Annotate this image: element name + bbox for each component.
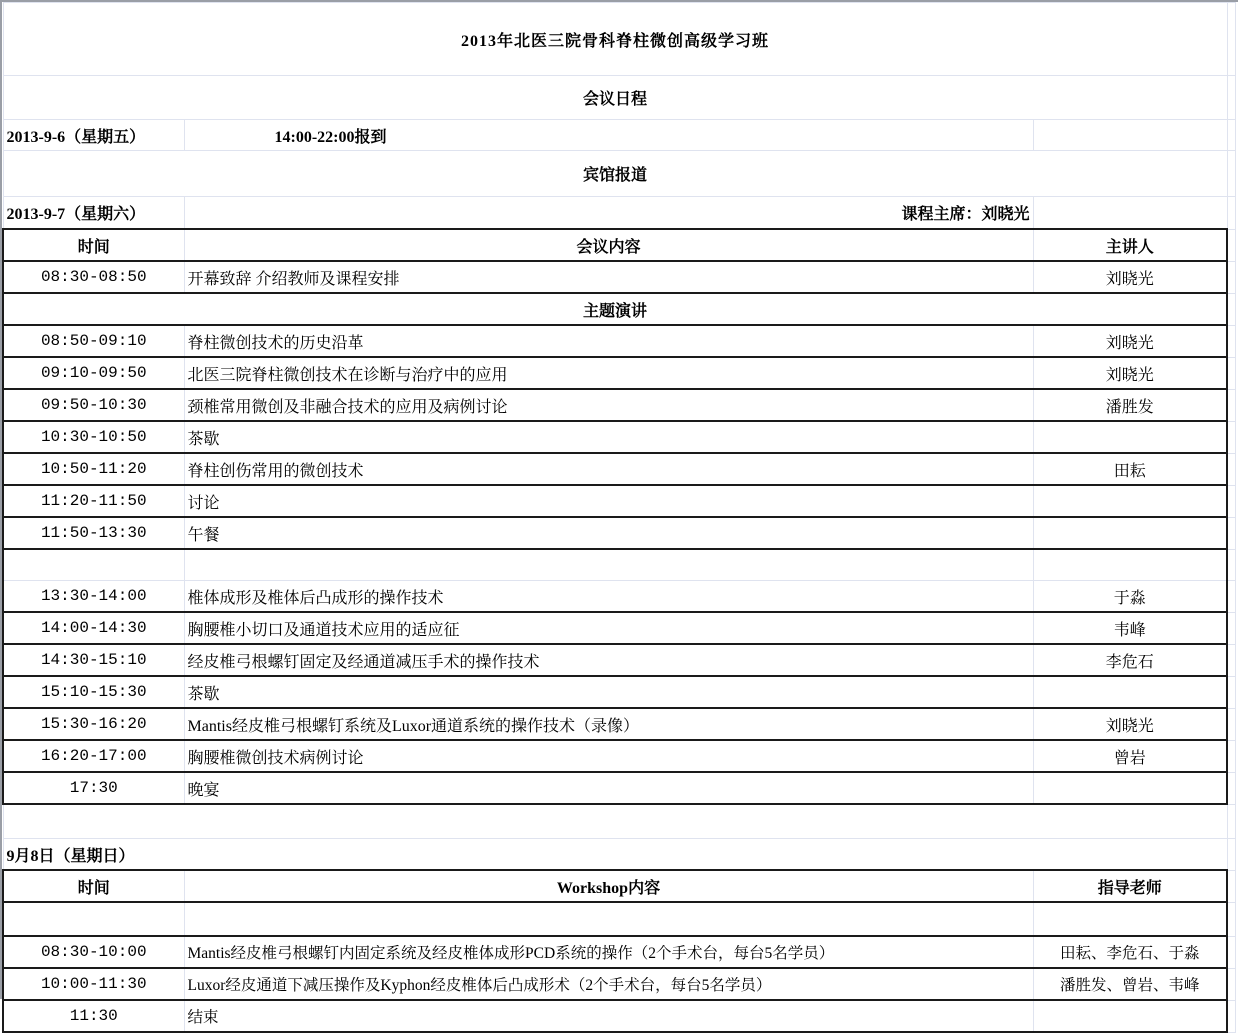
table-row (3, 485, 1235, 517)
row-time: 11:50-13:30 (3, 517, 184, 549)
table-row (3, 389, 1235, 421)
row-time: 13:30-14:00 (3, 581, 184, 613)
row-time: 10:50-11:20 (3, 453, 184, 485)
row-speaker: 李危石 (1033, 644, 1227, 676)
row-time: 08:30-08:50 (3, 261, 184, 293)
row-content (184, 902, 1033, 936)
table-row (3, 644, 1235, 676)
page-title: 2013年北医三院骨科脊柱微创高级学习班 (3, 3, 1227, 76)
table-row (3, 421, 1235, 453)
row-tail (1227, 740, 1235, 772)
row-tail (1227, 453, 1235, 485)
row-tail (1227, 936, 1235, 968)
day2-section-row (3, 293, 1235, 325)
row-teacher (1033, 902, 1227, 936)
table-row (3, 936, 1235, 968)
day2-header-content: 会议内容 (184, 229, 1033, 261)
table-row (3, 968, 1235, 1000)
row-content: Mantis经皮椎弓根螺钉内固定系统及经皮椎体成形PCD系统的操作（2个手术台，每台5名学员） (184, 936, 1033, 968)
day1-banner-row (3, 151, 1235, 197)
row-tail (1227, 968, 1235, 1000)
day1-date: 2013-9-6（星期五） (3, 120, 184, 151)
day3-date-tail (1227, 839, 1235, 871)
row-content: 椎体成形及椎体后凸成形的操作技术 (184, 581, 1033, 613)
row-time: 10:30-10:50 (3, 421, 184, 453)
row-time: 08:30-10:00 (3, 936, 184, 968)
day3-header-tail (1227, 870, 1235, 902)
row-tail (1227, 902, 1235, 936)
page-subtitle: 会议日程 (3, 76, 1227, 120)
day3-spacer-row (3, 902, 1235, 936)
row-content: 开幕致辞 介绍教师及课程安排 (184, 261, 1033, 293)
row-content: 晚宴 (184, 772, 1033, 804)
row-content: 脊柱创伤常用的微创技术 (184, 453, 1033, 485)
row-content: 脊柱微创技术的历史沿革 (184, 325, 1033, 357)
spacer-tail (1227, 549, 1235, 581)
row-content: 茶歇 (184, 421, 1033, 453)
row-time: 10:00-11:30 (3, 968, 184, 1000)
day3-header-content: Workshop内容 (184, 870, 1033, 902)
row-time: 09:10-09:50 (3, 357, 184, 389)
row-teacher (1033, 1000, 1227, 1032)
row-tail (1227, 517, 1235, 549)
row-content: 讨论 (184, 485, 1033, 517)
row-speaker (1033, 772, 1227, 804)
day2-header-speaker: 主讲人 (1033, 229, 1227, 261)
row-tail (1227, 676, 1235, 708)
table-row (3, 708, 1235, 740)
row-time: 17:30 (3, 772, 184, 804)
day1-date-row-tail (1227, 120, 1235, 151)
schedule-table (2, 2, 1236, 1033)
day3-date-row (3, 839, 1235, 871)
row-speaker: 于淼 (1033, 581, 1227, 613)
row-content: Mantis经皮椎弓根螺钉系统及Luxor通道系统的操作技术（录像） (184, 708, 1033, 740)
row-time: 08:50-09:10 (3, 325, 184, 357)
day2-header-time: 时间 (3, 229, 184, 261)
table-row (3, 357, 1235, 389)
day1-date-row (3, 120, 1235, 151)
day2-section-label: 主题演讲 (3, 293, 1227, 325)
row-speaker: 曾岩 (1033, 740, 1227, 772)
row-speaker: 刘晓光 (1033, 261, 1227, 293)
spacer-time (3, 549, 184, 581)
day1-banner-tail (1227, 151, 1235, 197)
table-row (3, 517, 1235, 549)
row-speaker (1033, 517, 1227, 549)
day3-header-row (3, 870, 1235, 902)
table-row (3, 261, 1235, 293)
day-gap-tail (1227, 804, 1235, 839)
row-time: 14:00-14:30 (3, 612, 184, 644)
row-speaker: 刘晓光 (1033, 325, 1227, 357)
title-row-tail (1227, 3, 1235, 76)
day3-date: 9月8日（星期日） (3, 839, 1227, 871)
day2-header-tail (1227, 229, 1235, 261)
spacer-speaker (1033, 549, 1227, 581)
day3-rows (3, 902, 1235, 1032)
row-tail (1227, 708, 1235, 740)
row-speaker: 刘晓光 (1033, 708, 1227, 740)
row-tail (1227, 325, 1235, 357)
row-content: 北医三院脊柱微创技术在诊断与治疗中的应用 (184, 357, 1033, 389)
day2-spacer-row (3, 549, 1235, 581)
row-time: 15:10-15:30 (3, 676, 184, 708)
day1-banner: 宾馆报道 (3, 151, 1227, 197)
row-speaker: 田耘 (1033, 453, 1227, 485)
row-content: 颈椎常用微创及非融合技术的应用及病例讨论 (184, 389, 1033, 421)
row-time: 11:30 (3, 1000, 184, 1032)
table-row (3, 676, 1235, 708)
row-content: 胸腰椎小切口及通道技术应用的适应征 (184, 612, 1033, 644)
table-row (3, 740, 1235, 772)
table-row (3, 325, 1235, 357)
row-time: 11:20-11:50 (3, 485, 184, 517)
row-speaker (1033, 676, 1227, 708)
row-tail (1227, 612, 1235, 644)
row-time: 16:20-17:00 (3, 740, 184, 772)
row-speaker: 潘胜发 (1033, 389, 1227, 421)
title-row (3, 3, 1235, 76)
day2-afternoon-rows (3, 581, 1235, 805)
table-row (3, 772, 1235, 804)
row-tail (1227, 581, 1235, 613)
day3-header-teacher: 指导老师 (1033, 870, 1227, 902)
row-tail (1227, 357, 1235, 389)
row-speaker (1033, 485, 1227, 517)
row-tail (1227, 485, 1235, 517)
subtitle-row-tail (1227, 76, 1235, 120)
subtitle-row (3, 76, 1235, 120)
day-gap-row (3, 804, 1235, 839)
day2-date: 2013-9-7（星期六） (3, 197, 184, 230)
row-teacher: 田耘、李危石、于淼 (1033, 936, 1227, 968)
day2-date-row-tail (1227, 197, 1235, 230)
row-speaker (1033, 421, 1227, 453)
row-content: Luxor经皮通道下减压操作及Kyphon经皮椎体后凸成形术（2个手术台，每台5名学员） (184, 968, 1033, 1000)
row-time: 14:30-15:10 (3, 644, 184, 676)
table-row (3, 1000, 1235, 1032)
row-content: 胸腰椎微创技术病例讨论 (184, 740, 1033, 772)
spacer-content (184, 549, 1033, 581)
row-tail (1227, 389, 1235, 421)
day1-note: 14:00-22:00报到 (184, 120, 1033, 151)
row-content: 茶歇 (184, 676, 1033, 708)
day2-header-row (3, 229, 1235, 261)
day2-section-tail (1227, 293, 1235, 325)
table-row (3, 581, 1235, 613)
row-speaker: 刘晓光 (1033, 357, 1227, 389)
table-row (3, 453, 1235, 485)
row-content: 结束 (184, 1000, 1033, 1032)
row-content: 午餐 (184, 517, 1033, 549)
row-tail (1227, 772, 1235, 804)
day-gap-cell (3, 804, 1227, 839)
row-time (3, 902, 184, 936)
row-time: 15:30-16:20 (3, 708, 184, 740)
day1-date-row-spk (1033, 120, 1227, 151)
day2-date-row (3, 197, 1235, 230)
row-content: 经皮椎弓根螺钉固定及经通道减压手术的操作技术 (184, 644, 1033, 676)
day3-header-time: 时间 (3, 870, 184, 902)
row-tail (1227, 421, 1235, 453)
row-tail (1227, 644, 1235, 676)
row-tail (1227, 261, 1235, 293)
day2-chair: 课程主席：刘晓光 (184, 197, 1033, 230)
row-time: 09:50-10:30 (3, 389, 184, 421)
day2-morning-rows (3, 325, 1235, 549)
row-tail (1227, 1000, 1235, 1032)
row-speaker: 韦峰 (1033, 612, 1227, 644)
table-row (3, 612, 1235, 644)
day2-date-row-spk (1033, 197, 1227, 230)
row-teacher: 潘胜发、曾岩、韦峰 (1033, 968, 1227, 1000)
